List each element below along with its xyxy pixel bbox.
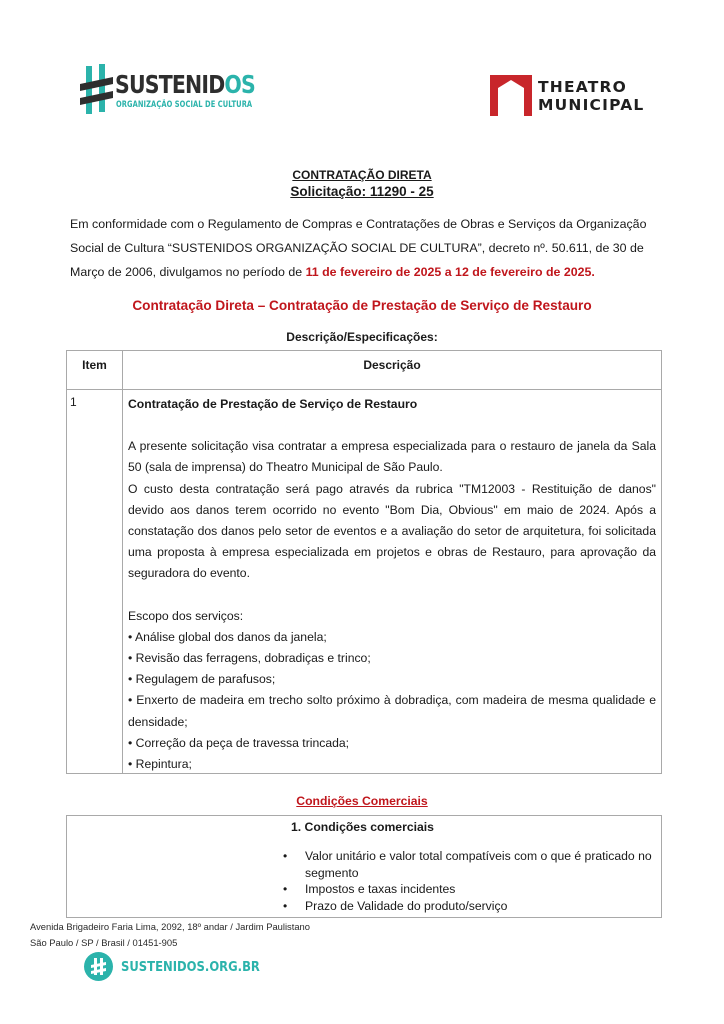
solicitation-number: Solicitação: 11290 - 25 (290, 184, 434, 199)
scope-item: • Revisão das ferragens, dobradiças e trinco; (128, 651, 371, 666)
footer-address (30, 919, 310, 951)
conditions-heading: Condições Comerciais (296, 794, 428, 808)
condition-item: • Impostos e taxas incidentes (283, 881, 655, 898)
intro-text: Em conformidade com o Regulamento de Compras e Contratações de Obras e Serviços da Organização Social de Cultura “SUSTENIDOS ORGANIZAÇÃO SOCIAL DE CULTURA”, decreto nº. 50.611, de 30 de Março de 2006, divulgamos no período de (70, 217, 647, 279)
scope-item: • Correção da peça de travessa trincada; (128, 735, 350, 750)
title-line1: CONTRATAÇÃO DIRETA (292, 168, 432, 182)
intro-paragraph (70, 212, 660, 284)
scope-item: • Enxerto de madeira em trecho solto próximo à dobradiça, com madeira de mesma qualidade e densidade; (128, 693, 656, 729)
theatro-line2: MUNICIPAL (538, 96, 645, 114)
sustenidos-tagline: ORGANIZAÇÃO SOCIAL DE CULTURA (116, 100, 253, 110)
column-header-item: Item (67, 351, 123, 389)
theatro-municipal-logo (490, 74, 660, 118)
conditions-list (283, 848, 655, 914)
hash-circle-icon (84, 952, 113, 981)
description-paragraph-2: O custo desta contratação será pago através da rubrica "TM12003 - Restituição de danos" devido aos danos terem ocorrido no evento "Bom Dia, Obvious" em maio de 2024. Após a constatação dos danos pelo setor de eventos e a avaliação do setor de arquitetura, foi solicitada uma proposta à empresa especializada em projetos e obras de Restauro, para aprovação da seguradora do evento. (128, 481, 656, 581)
description-paragraph-1: A presente solicitação visa contratar a empresa especializada para o restauro de janela da Sala 50 (sala de imprensa) do Theatro Municipal de São Paulo. (128, 439, 656, 475)
item-description (123, 390, 661, 773)
table-row (67, 390, 661, 773)
website-link[interactable]: SUSTENIDOS.ORG.BR (121, 959, 260, 975)
main-heading: Contratação Direta – Contratação de Prestação de Serviço de Restauro (132, 298, 592, 313)
conditions-title: 1. Condições comerciais (291, 820, 434, 834)
address-line-1: Avenida Brigadeiro Faria Lima, 2092, 18º andar / Jardim Paulistano (30, 921, 310, 932)
spec-table (66, 350, 662, 774)
theatro-line1: THEATRO (538, 78, 628, 96)
scope-item: • Regulagem de parafusos; (128, 672, 276, 687)
scope-item: • Repintura; (128, 757, 192, 772)
spec-heading: Descrição/Especificações: (286, 330, 438, 344)
item-number: 1 (67, 390, 123, 773)
scope-label: Escopo dos serviços: (128, 608, 244, 623)
scope-item: • Análise global dos danos da janela; (128, 629, 327, 644)
publication-period: 11 de fevereiro de 2025 a 12 de fevereiro de 2025. (305, 265, 595, 279)
sustenidos-logo (80, 64, 255, 118)
hash-logo-icon (80, 64, 114, 118)
table-header-row (67, 351, 661, 390)
theatro-arch-icon (490, 74, 532, 116)
condition-item: • Valor unitário e valor total compatíveis com o que é praticado no segmento (283, 848, 655, 881)
item-title: Contratação de Prestação de Serviço de Restauro (128, 397, 418, 411)
address-line-2: São Paulo / SP / Brasil / 01451-905 (30, 937, 178, 948)
document-title (0, 168, 724, 200)
column-header-description: Descrição (363, 358, 421, 372)
conditions-box (66, 815, 662, 918)
condition-item: • Prazo de Validade do produto/serviço (283, 898, 655, 915)
sustenidos-wordmark: SUSTENIDOS (115, 70, 255, 99)
